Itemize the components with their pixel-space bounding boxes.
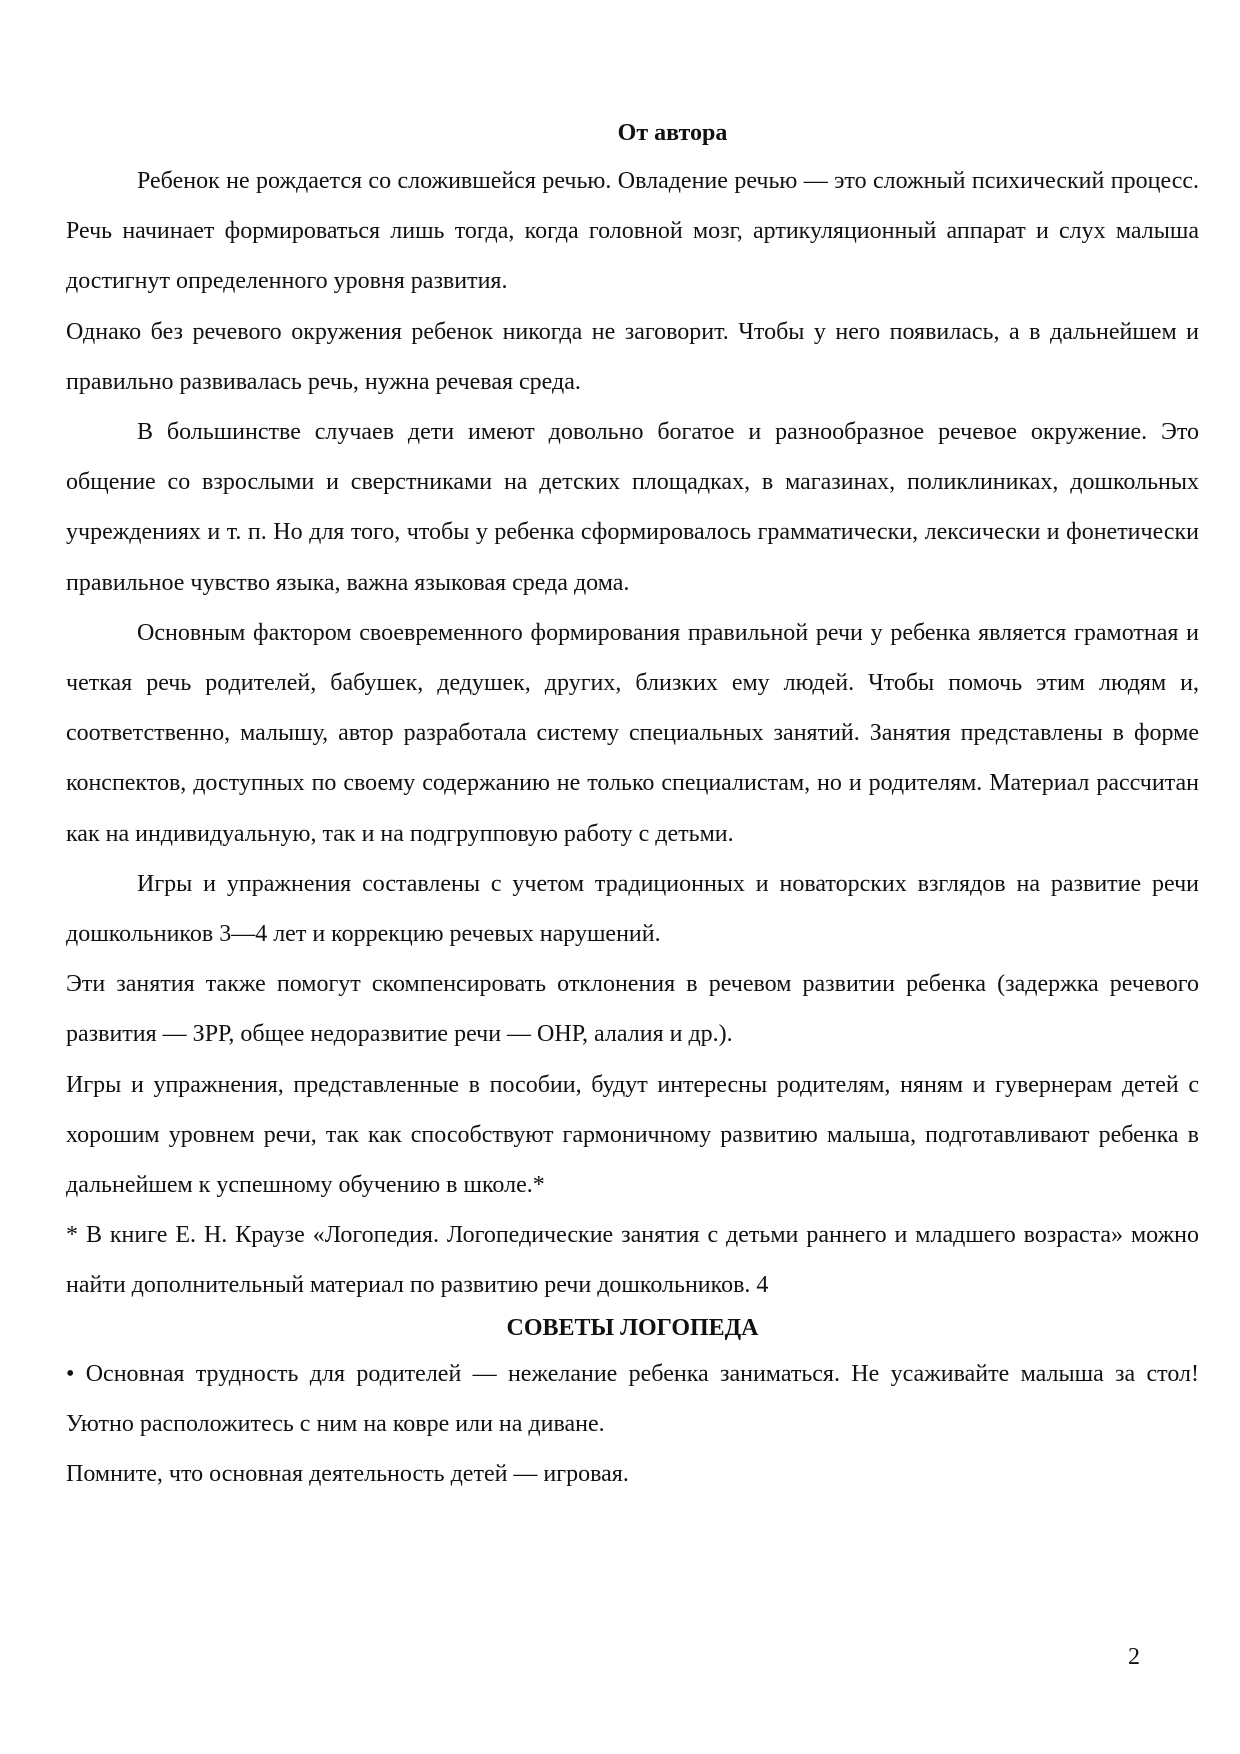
page-number: 2 [1128,1644,1140,1670]
tip-bullet-1: • Основная трудность для родителей — нежелание ребенка заниматься. Не усаживайте малыша за стол! Уютно расположитесь с ним на ковре или на диване. [66,1360,1199,1437]
paragraph-1: Ребенок не рождается со сложившейся речью. Овладение речью — это сложный психический процесс. Речь начинает формироваться лишь тогда, когда головной мозг, артикуляционный аппарат и слух малыша достигнут определенного уровня развития. [66,168,1199,295]
section-heading-from-author: От автора [617,120,728,146]
paragraph-5: Игры и упражнения составлены с учетом традиционных и новаторских взглядов на развитие речи дошкольников 3—4 лет и коррекцию речевых нарушений. [66,870,1199,948]
paragraph-3: В большинстве случаев дети имеют довольно богатое и разнообразное речевое окружение. Это общение со взрослыми и сверстниками на детских площадках, в магазинах, поликлиниках, дошкольных учреждениях и т. п. Но для того, чтобы у ребенка сформировалось грамматически, лексически и фонетически правильное чувство языка, важна языковая среда дома. [66,419,1199,596]
paragraph-2: Однако без речевого окружения ребенок никогда не заговорит. Чтобы у него появилась, а в дальнейшем и правильно развивалась речь, нужна речевая среда. [66,318,1199,395]
paragraph-7: Игры и упражнения, представленные в пособии, будут интересны родителям, няням и гувернерам детей с хорошим уровнем речи, так как способствуют гармоничному развитию малыша, подготавливают ребенка в дальнейшем к успешному обучению в школе.* [66,1071,1199,1199]
tip-paragraph-2: Помните, что основная деятельность детей — игровая. [66,1461,629,1488]
paragraph-4: Основным фактором своевременного формирования правильной речи у ребенка является грамотная и четкая речь родителей, бабушек, дедушек, других, близких ему людей. Чтобы помочь этим людям и, соответственно, малышу, автор разработала систему специальных занятий. Занятия представлены в форме конспектов, доступных по своему содержанию не только специалистам, но и родителям. Материал рассчитан как на индивидуальную, так и на подгрупповую работу с детьми. [66,619,1199,847]
document-page [66,118,1199,1499]
footnote-paragraph: * В книге Е. Н. Краузе «Логопедия. Логопедические занятия с детьми раннего и младшего возраста» можно найти дополнительный материал по развитию речи дошкольников. 4 [66,1222,1199,1299]
section-heading-speech-therapist-tips: СОВЕТЫ ЛОГОПЕДА [506,1314,759,1341]
paragraph-6: Эти занятия также помогут скомпенсировать отклонения в речевом развитии ребенка (задержка речевого развития — ЗРР, общее недоразвитие речи — ОНР, алалия и др.). [66,971,1199,1048]
